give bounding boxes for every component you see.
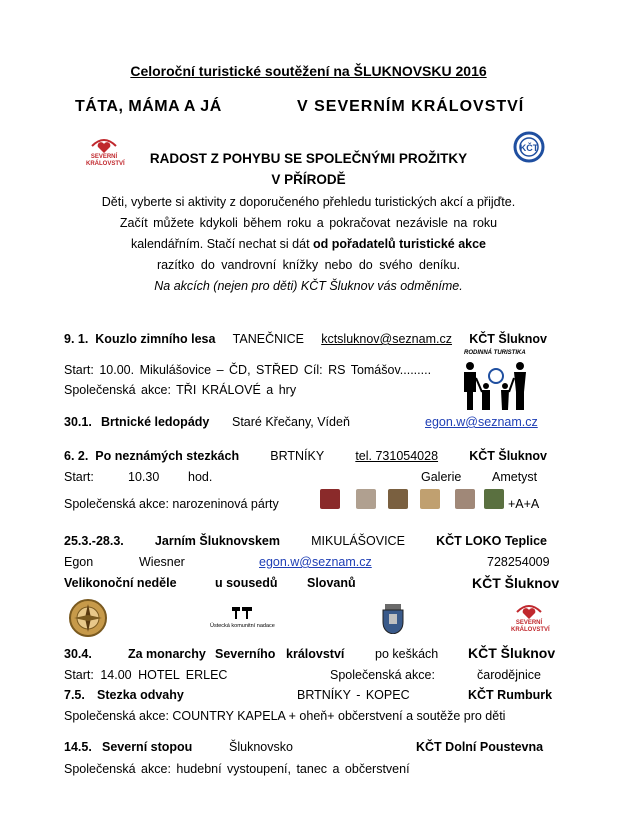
event-3-venue2: Ametyst [492, 470, 538, 484]
event-3-start-label: Start: [64, 470, 94, 484]
event-5-org: KČT Šluknov [468, 645, 556, 661]
rodinna-turistika-logo: RODINNÁ TURISTIKA [458, 350, 533, 410]
event-5-name-c: království [286, 647, 345, 661]
intro-p2: Začít můžete kdykoli během roku a pokračovat nezávisle na roku [119, 216, 498, 230]
photo-2 [356, 489, 376, 509]
intro-p5: Na akcích (nejen pro děti) KČT Šluknov vás odměníme. [154, 279, 463, 293]
event-6-date: 7.5. [64, 688, 85, 702]
event-5-place: po keškách [375, 647, 439, 661]
event-5-date: 30.4. [64, 647, 92, 661]
compass-icon [68, 598, 108, 638]
event-3-social: Společenská akce: narozeninová párty [64, 497, 279, 511]
photo-3 [388, 489, 408, 509]
event-1-header: 9. 1. Kouzlo zimního lesa TANEČNICE kctsluknov@seznam.cz KČT Šluknov [64, 332, 547, 346]
svg-text:KČT: KČT [519, 143, 539, 153]
crown-heart-icon [511, 602, 547, 622]
event-5-social: čarodějnice [477, 668, 541, 682]
event-3-start-unit: hod. [188, 470, 213, 484]
event-2-email-link[interactable]: egon.w@seznam.cz [425, 415, 538, 429]
event-3-header: 6. 2. Po neznámých stezkách BRTNÍKY tel. 731054028 KČT Šluknov [64, 449, 547, 463]
event-7-social: Společenská akce: hudební vystoupení, tanec a občerstvení [64, 762, 410, 776]
event-3-venue1: Galerie [421, 470, 462, 484]
event-6-place: BRTNÍKY - KOPEC [297, 688, 410, 702]
nadace-icon [230, 605, 254, 621]
event-6-org: KČT Rumburk [468, 688, 553, 702]
event-4-header: 25.3.-28.3. Jarním Šluknovskem MIKULÁŠOVICE KČT LOKO Teplice [64, 534, 547, 548]
severni-kralovstvi-logo-2: SEVERNÍ KRÁLOVSTVÍ [511, 602, 547, 636]
photo-5 [455, 489, 475, 509]
event-3-social-suffix: +A+A [508, 497, 540, 511]
intro-p3: kalendářním. Stačí nechat si dát od pořadatelů turistické akce [130, 237, 487, 251]
severni-kralovstvi-logo: SEVERNÍ KRÁLOVSTVÍ [86, 136, 122, 170]
photo-6 [484, 489, 504, 509]
event-1-start: Start: 10.00. Mikulášovice – ČD, STŘED Cíl: RS Tomášov......... [64, 363, 432, 377]
subtitle2: V PŘÍRODĚ [271, 172, 346, 187]
intro-p4: razítko do vandrovní knížky nebo do svého deníku. [156, 258, 461, 272]
event-2-place: Staré Křečany, Vídeň [232, 415, 350, 429]
event-4-phone: 728254009 [487, 555, 550, 569]
event-6-name: Stezka odvahy [97, 688, 184, 702]
event-4-line3-b: u sousedů [215, 576, 278, 590]
event-7-name: Severní stopou [102, 740, 193, 754]
title-right: V SEVERNÍM KRÁLOVSTVÍ [297, 98, 525, 115]
event-4-line3-c: Slovanů [307, 576, 356, 590]
event-7-date: 14.5. [64, 740, 92, 754]
photo-4 [420, 489, 440, 509]
event-4-contact-name1: Egon [64, 555, 94, 569]
event-4-line3-a: Velikonoční neděle [64, 576, 177, 590]
event-2-date: 30.1. [64, 415, 92, 429]
family-icon [458, 352, 533, 410]
event-2-name: Brtnické ledopády [101, 415, 210, 429]
header-line1: Celoroční turistické soutěžení na ŠLUKNOVSKU 2016 [130, 63, 487, 79]
event-1-social: Společenská akce: TŘI KRÁLOVÉ a hry [64, 383, 297, 397]
title-left: TÁTA, MÁMA A JÁ [75, 98, 222, 115]
event-4-email-link[interactable]: egon.w@seznam.cz [259, 555, 372, 569]
event-5-start: Start: 14.00 HOTEL ERLEC [64, 668, 228, 682]
event-5-name-b: Severního [215, 647, 276, 661]
event-7-place: Šluknovsko [229, 740, 293, 754]
event-4-line3-org: KČT Šluknov [472, 575, 560, 591]
event-7-org: KČT Dolní Poustevna [416, 740, 544, 754]
event-3-start-time: 10.30 [128, 470, 160, 484]
compass-logo [68, 598, 108, 641]
nadace-logo: Ústecká komunitní nadace [210, 605, 290, 635]
subtitle1: RADOST Z POHYBU SE SPOLEČNÝMI PROŽITKY [149, 151, 468, 166]
event-5-social-label: Společenská akce: [330, 668, 435, 682]
photo-1 [320, 489, 340, 509]
event-1-email-link[interactable]: kctsluknov@seznam.cz [321, 332, 452, 346]
event-6-social: Společenská akce: COUNTRY KAPELA + oheň+ občerstvení a soutěže pro děti [64, 709, 506, 723]
event-4-contact-name2: Wiesner [139, 555, 185, 569]
coat-of-arms-icon [381, 600, 405, 634]
event-3-phone-link[interactable]: tel. 731054028 [355, 449, 439, 463]
coat-of-arms-logo [381, 600, 405, 637]
intro-p1: Děti, vyberte si aktivity z doporučeného přehledu turistických akcí a přijďte. [101, 195, 516, 209]
event-5-name-a: Za monarchy [128, 647, 206, 661]
